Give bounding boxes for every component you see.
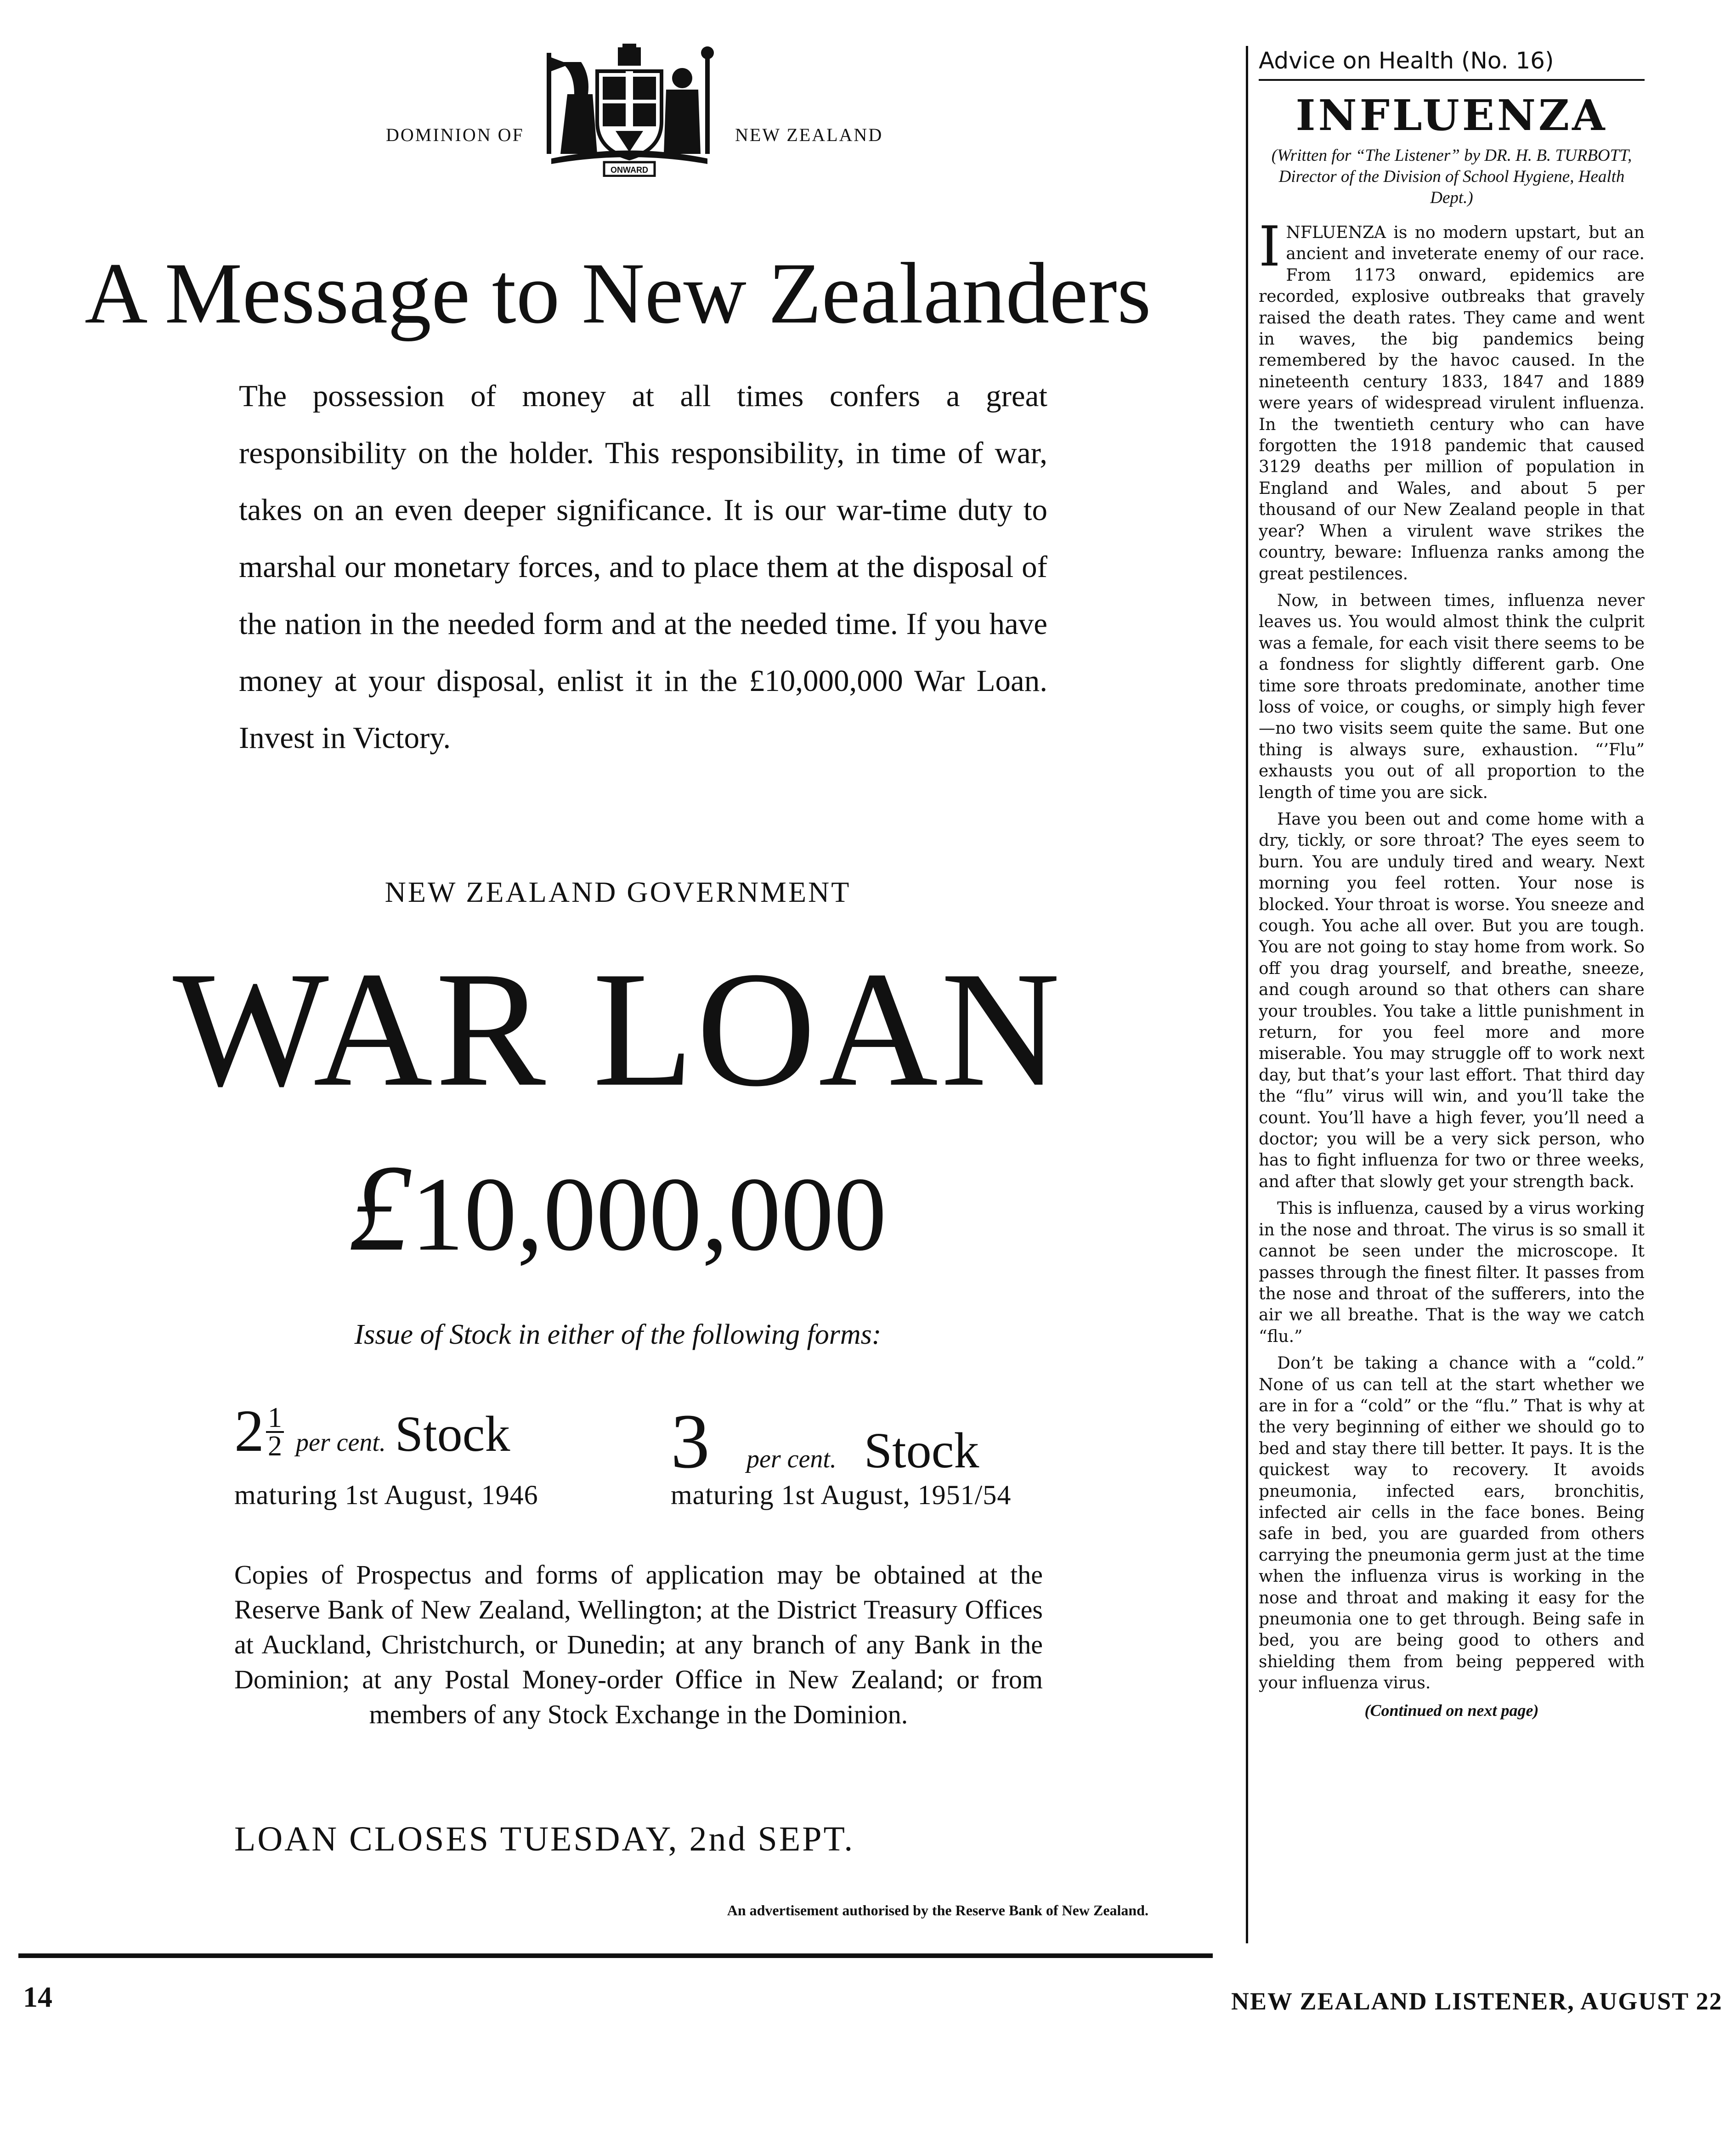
pound-symbol: £ [349, 1139, 411, 1277]
intro-paragraph [239, 368, 1047, 766]
stock-a-rate-whole: 2 [234, 1398, 264, 1464]
prospectus-paragraph [234, 1557, 1043, 1732]
drop-cap: I [1259, 215, 1281, 279]
loan-closes-notice: LOAN CLOSES TUESDAY, 2nd SEPT. [234, 1820, 855, 1858]
loan-amount [0, 1139, 1236, 1277]
authorisation-note: An advertisement authorised by the Reserve Bank of New Zealand. [727, 1902, 1148, 1919]
series-title: Advice on Health (No. 16) [1259, 46, 1645, 81]
stock-b-per-cent: per cent. [746, 1445, 837, 1473]
stock-a-denominator: 2 [268, 1431, 282, 1462]
stock-b-maturing: maturing 1st August, 1951/54 [671, 1480, 1012, 1510]
article-paragraph-text: NFLUENZA is no modern upstart, but an ancient and inveterate enemy of our race. From 1173 onward, epidemics are recorded, explosive outbreaks that gravely raised the death rates. They came and went in waves, the big pandemics being remembered by the havoc caused. In the nineteenth century 1833, 1847 and 1889 were years of widespread virulent influenza. In the twentieth century who can have forgotten the 1918 pandemic that caused 3129 deaths per million of population in England and Wales, and about 5 per thousand of our New Zealand people in that year? When a virulent wave strikes the country, beware: Influenza ranks among the great pestilences. [1259, 223, 1645, 583]
continued-note: (Continued on next page) [1364, 1701, 1539, 1720]
stock-b-label: Stock [864, 1422, 979, 1478]
prospectus-text: Copies of Prospectus and forms of application may be obtained at the Reserve Bank of New Zealand, Wellington; at the District Treasury Offices at Auckland, Christchurch, or Dunedin; at any branch of any Bank in the Dominion; at any Postal Money-order Office in New Zealand; or from members of any Stock Exchange in the Dominion. [234, 1560, 1043, 1729]
article-paragraph: This is influenza, caused by a virus working in the nose and throat. The virus is so small it cannot be seen under the microscope. It passes through the finest filter. It passes from the nose and throat of the sufferers, into the air we all breathe. That is the way we catch “flu.” [1259, 1199, 1645, 1346]
headline: A Message to New Zealanders [85, 245, 1151, 342]
article-paragraph: Now, in between times, influenza never leaves us. You would almost think the culprit was a female, for each visit there seems to be a fondness for slightly different garb. One time sore throats predominate, another time loss of voice, or coughs, or simply high fever—no two visits seem quite the same. But one thing is always sure, exhaustion. “’Flu” exhausts you out of all proportion to the length of time you are sick. [1259, 591, 1645, 802]
stock-a-maturing: maturing 1st August, 1946 [234, 1480, 538, 1510]
article-paragraph: Don’t be taking a chance with a “cold.” None of us can tell at the start whether we are in for a “cold” or the “flu.” That is why at the very beginning of either we should go to bed and stay there till better. It pays. It is the quickest way to recovery. It avoids pneumonia, infected ears, bronchitis, infected air cells in the face bones. Being safe in bed, you are guarded from others carrying the pneumonia germ just at the time when the influenza virus is working in the nose and throat and making it easy for the pneumonia one to get through. Being safe in bed, you are being good to others and shielding them from being peppered with your influenza virus. [1259, 1354, 1645, 1693]
stock-option-a [234, 1397, 510, 1466]
stock-a-per-cent: per cent. [296, 1428, 386, 1457]
crest-label-right: NEW ZEALAND [735, 125, 883, 145]
stock-a-numerator: 1 [266, 1404, 284, 1433]
coat-of-arms-icon [542, 44, 717, 177]
stock-a-rate-fraction [266, 1404, 284, 1460]
stock-b-rate: 3 [671, 1398, 710, 1484]
government-label: NEW ZEALAND GOVERNMENT [385, 876, 851, 908]
article-byline: (Written for “The Listener” by DR. H. B. TURBOTT, Director of the Division of School Hygiene, Health Dept.) [1271, 146, 1632, 207]
intro-text: The possession of money at all times confers a great responsibility on the holder. This responsibility, in time of war, takes on an even deeper significance. It is our war-time duty to marshal our monetary forces, and to place them at the disposal of the nation in the needed form and at the needed time. If you have money at your disposal, enlist it in the £10,000,000 War Loan. Invest in Victory. [239, 379, 1047, 755]
stock-option-b [671, 1397, 979, 1486]
health-article [1259, 46, 1645, 1720]
column-divider [1246, 46, 1248, 1943]
masthead: NEW ZEALAND LISTENER, AUGUST 22 [1231, 1987, 1723, 2015]
svg-text:ONWARD: ONWARD [611, 165, 648, 175]
article-paragraph [1259, 215, 1645, 585]
stock-a-label: Stock [395, 1406, 510, 1462]
footer-rule [18, 1953, 1213, 1958]
loan-amount-value: 10,000,000 [411, 1155, 887, 1273]
article-title: INFLUENZA [1295, 91, 1608, 140]
article-paragraph: Have you been out and come home with a dry, tickly, or sore throat? The eyes seem to burn. You are unduly tired and weary. Next morning you feel rotten. Your nose is blocked. Your throat is worse. You sneeze and cough. You ache all over. But you are tough. You are not going to stay home from work. So off you drag yourself, and breathe, sneeze, and cough around so that others can share your troubles. You take a little punishment in return, for you feel more and more miserable. You may struggle off to work next day, but that’s your last effort. That third day the “flu” virus will win, and you’ll take the count. You’ll have a high fever, you’ll need a doctor; you will be a very sick person, who has to fight influenza for two or three weeks, and after that slowly get your strength back. [1259, 809, 1645, 1191]
crest-label-left: DOMINION OF [386, 125, 524, 145]
war-loan-title: WAR LOAN [173, 937, 1063, 1121]
issue-line: Issue of Stock in either of the following forms: [354, 1319, 882, 1350]
page-number: 14 [23, 1981, 52, 2013]
article-body [1259, 215, 1645, 1694]
